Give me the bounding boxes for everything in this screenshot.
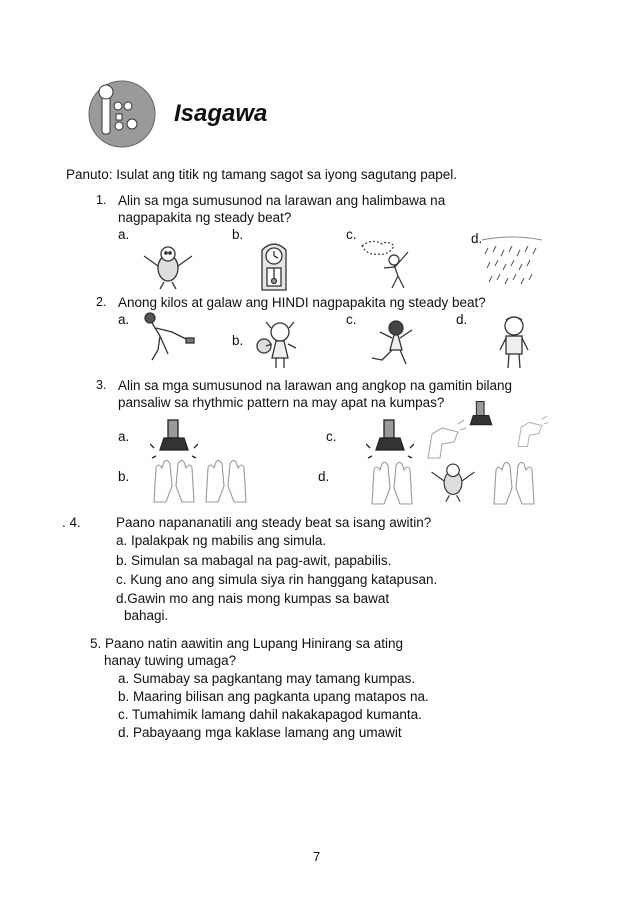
page-title: Isagawa — [174, 100, 268, 127]
snapping-fingers-icon — [418, 418, 468, 462]
q2-line1: Anong kilos at galaw ang HINDI nagpapakita ng steady beat? — [118, 295, 486, 310]
q5-option-c: c. Tumahimik lamang dahil nakakapagod kumanta. — [118, 707, 422, 722]
q3-option-c: c. — [326, 429, 337, 444]
q2-number: 2. — [96, 295, 107, 309]
q5-line2: hanay tuwing umaga? — [104, 653, 237, 668]
snapping-fingers-icon — [510, 412, 550, 452]
instructions: Panuto: Isulat ang titik ng tamang sagot sa iyong sagutang papel. — [66, 167, 458, 182]
q5-option-a: a. Sumabay sa pagkantang may tamang kumpas. — [118, 671, 416, 686]
girl-jumping-icon — [362, 318, 418, 370]
person-swinging-icon — [358, 236, 418, 292]
q2-option-c: c. — [346, 312, 357, 327]
q5-option-b: b. Maaring bilisan ang pagkanta upang matapos na. — [118, 689, 429, 704]
q1-option-a: a. — [118, 227, 130, 242]
q1-option-b: b. — [232, 227, 244, 242]
q1-line2: nagpapakita ng steady beat? — [118, 210, 292, 225]
grandfather-clock-icon — [254, 236, 294, 292]
q4-option-b: b. Simulan sa mabagal na pag-awit, papabilis. — [116, 553, 392, 568]
q3-option-b: b. — [118, 469, 130, 484]
clapping-hands-icon — [488, 458, 540, 506]
tools-icon — [88, 80, 156, 148]
q1-number: 1. — [96, 193, 107, 207]
q1-option-c: c. — [346, 227, 357, 242]
q4-option-c: c. Kung ano ang simula siya rin hanggang katapusan. — [116, 572, 438, 587]
q3-option-a: a. — [118, 429, 130, 444]
q1-option-d: d. — [471, 231, 483, 246]
bird-drummer-icon — [140, 242, 196, 290]
q1-line1: Alin sa mga sumusunod na larawan ang halimbawa na — [118, 193, 446, 208]
q2-option-b: b. — [232, 333, 244, 348]
q4-option-d-line2: bahagi. — [124, 608, 169, 623]
person-dancing-icon — [138, 310, 198, 362]
bird-drummer-icon — [428, 458, 478, 504]
q3-number: 3. — [96, 378, 107, 392]
boy-standing-icon — [494, 314, 534, 370]
clapping-hands-icon — [366, 458, 418, 506]
q4-stem: Paano napananatili ang steady beat sa isang awitin? — [116, 515, 432, 530]
q2-option-d: d. — [456, 312, 468, 327]
clapping-hands-icon — [148, 456, 200, 504]
q3-line2: pansaliw sa rhythmic pattern na may apat na kumpas? — [118, 395, 445, 410]
rain-icon — [478, 232, 546, 290]
q5-option-d: d. Pabayaang mga kaklase lamang ang umawit — [118, 725, 402, 740]
q4-option-a: a. Ipalakpak ng mabilis ang simula. — [116, 533, 327, 548]
q3-line1: Alin sa mga sumusunod na larawan ang angkop na gamitin bilang — [118, 378, 513, 393]
stomping-foot-icon — [366, 418, 414, 462]
q5-line1: 5. Paano natin aawitin ang Lupang Hinirang sa ating — [90, 636, 403, 651]
q4-number: . 4. — [62, 515, 81, 530]
q2-option-a: a. — [118, 312, 130, 327]
page-number: 7 — [313, 849, 321, 864]
clapping-hands-icon — [200, 456, 252, 504]
girl-tambourine-icon — [254, 318, 306, 370]
stomping-foot-icon — [462, 400, 500, 434]
q4-option-d-line1: d.Gawin mo ang nais mong kumpas sa bawat — [116, 591, 390, 606]
q3-option-d: d. — [318, 469, 330, 484]
